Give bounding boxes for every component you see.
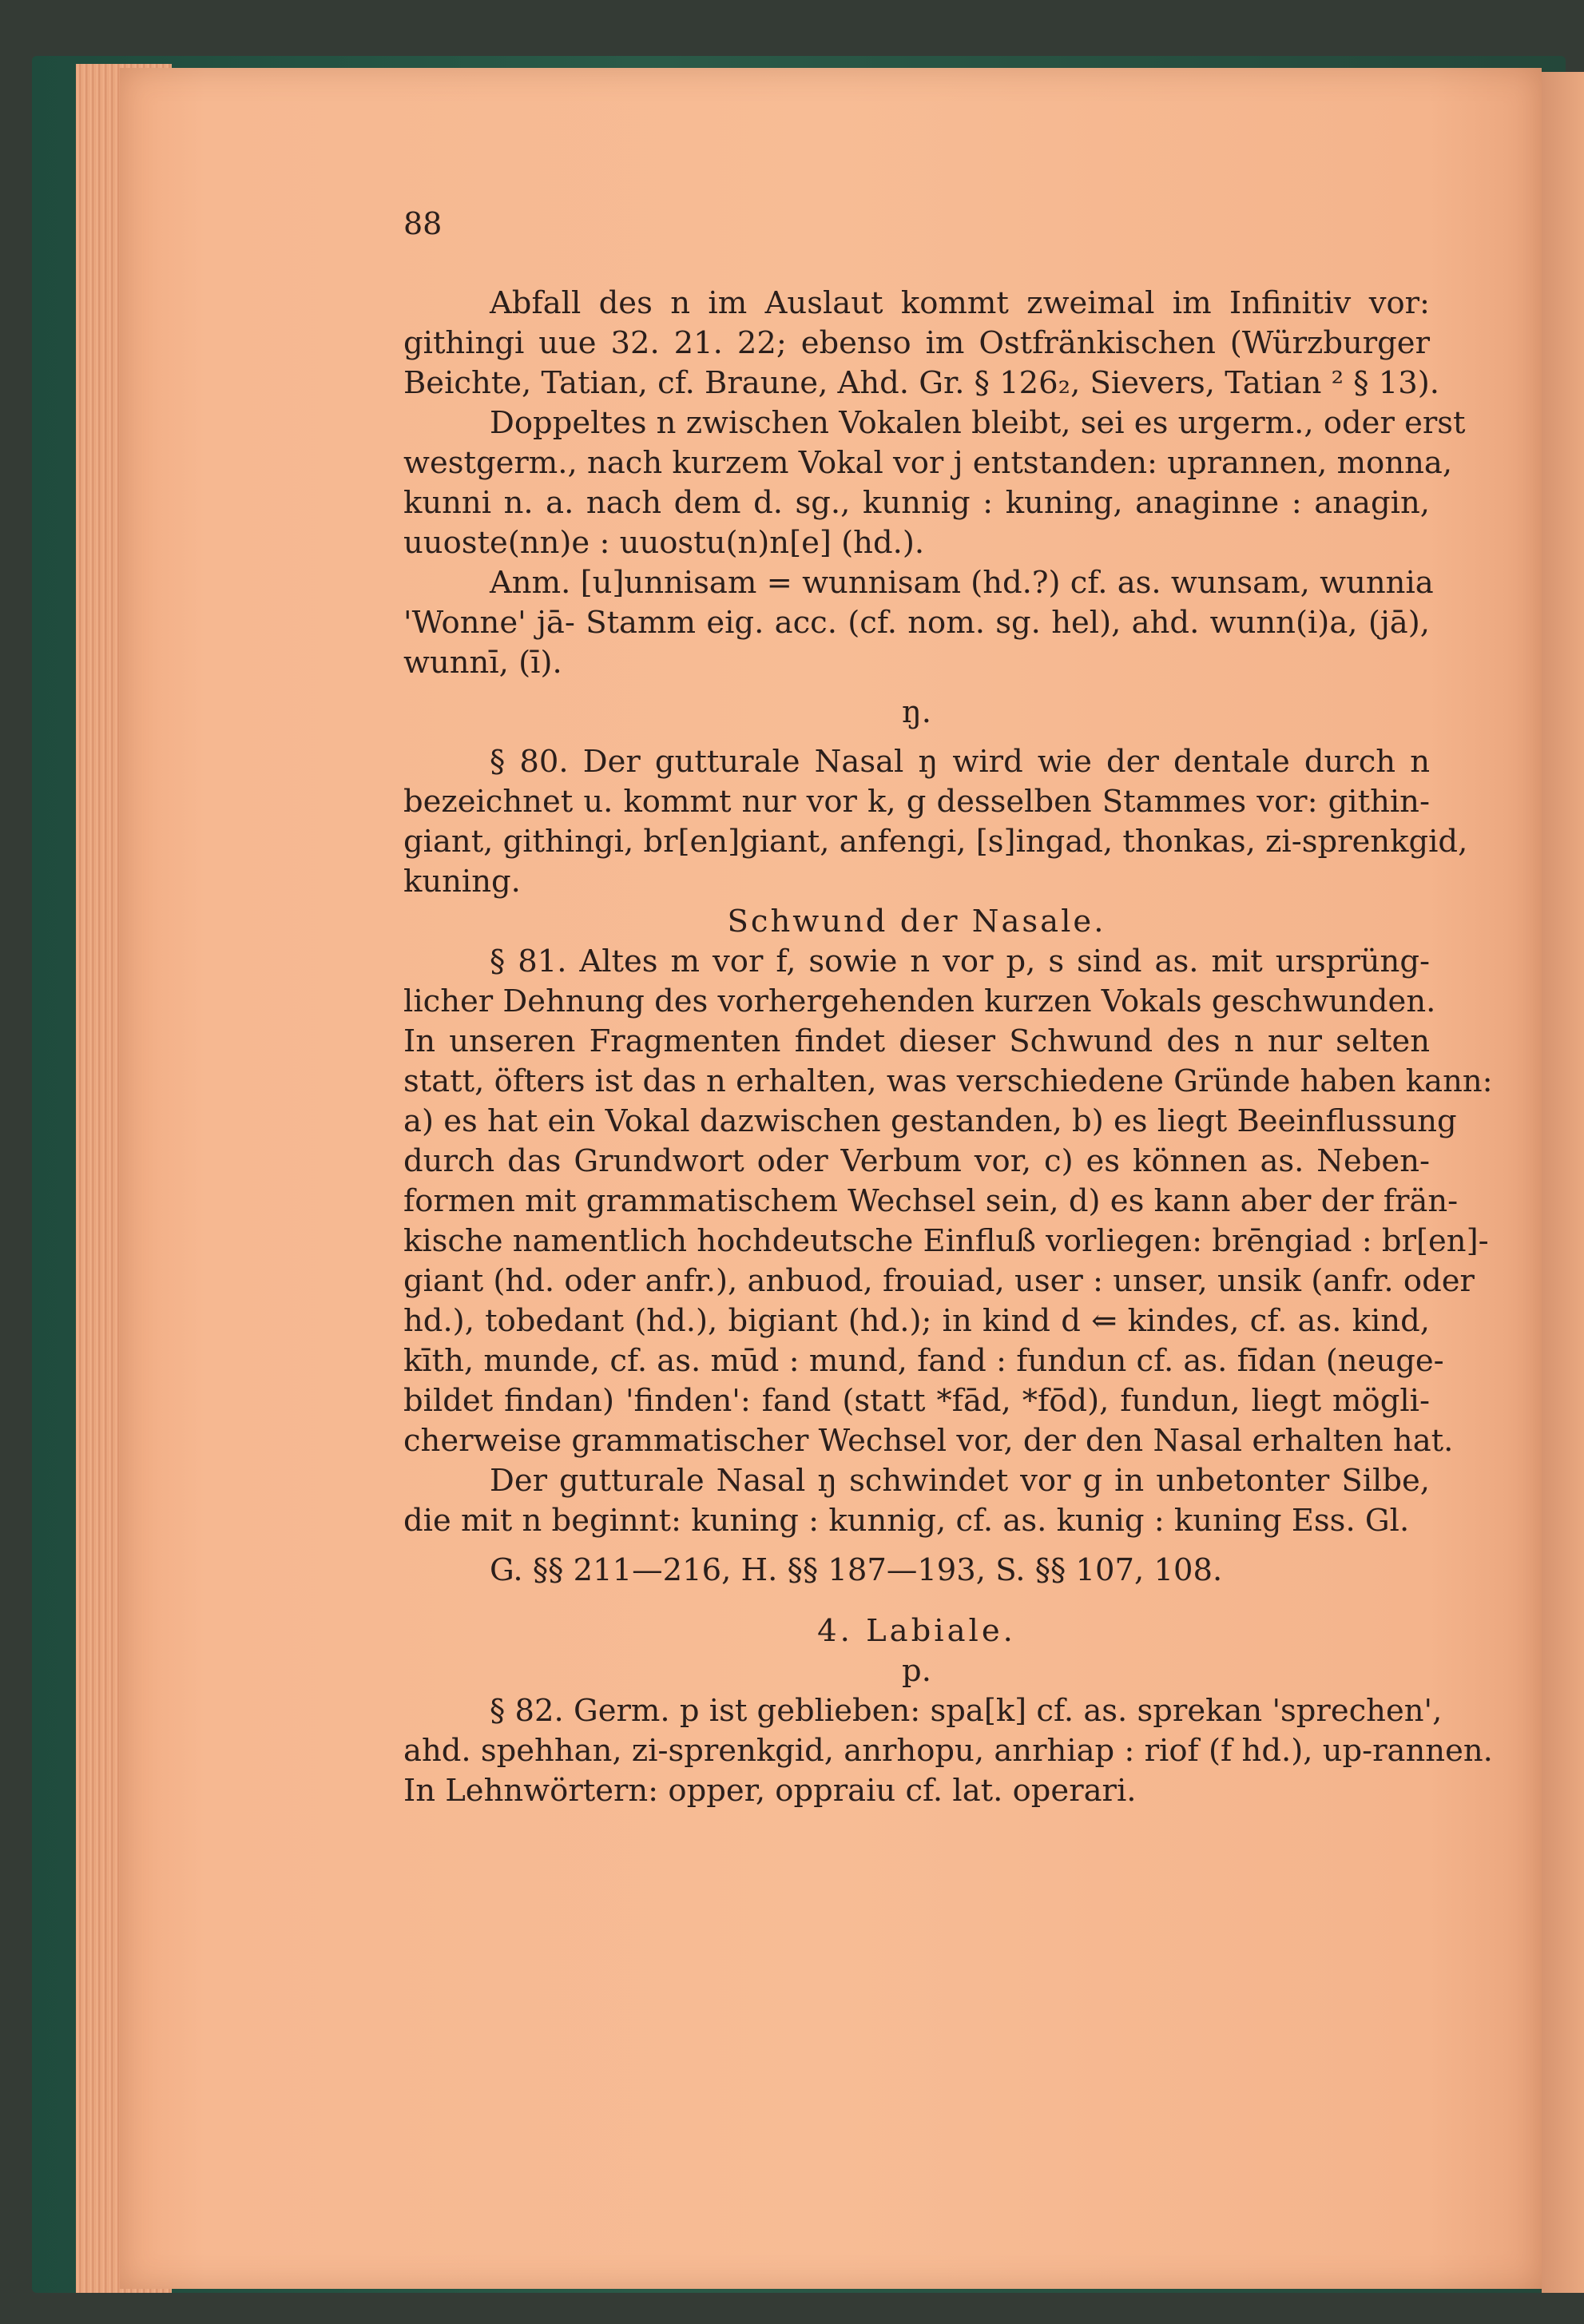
page-number: 88 <box>403 206 443 241</box>
section-heading-p: p. <box>902 1653 931 1689</box>
text-line: hd.), tobedant (hd.), bigiant (hd.); in kind d ⇐ kindes, cf. as. kind, <box>403 1303 1430 1339</box>
facing-page-edge <box>1542 72 1584 2293</box>
text-line: giant (hd. oder anfr.), anbuod, frouiad, user : unser, unsik (anfr. oder <box>403 1263 1475 1299</box>
reference-line: G. §§ 211—216, H. §§ 187—193, S. §§ 107, 108. <box>490 1552 1223 1588</box>
text-line: formen mit grammatischem Wechsel sein, d) es kann aber der frän- <box>403 1183 1459 1219</box>
text-line: Anm. [u]unnisam = wunnisam (hd.?) cf. as. wunsam, wunnia <box>490 565 1434 601</box>
text-line: Doppeltes n zwischen Vokalen bleibt, sei es urgerm., oder erst <box>490 405 1466 441</box>
text-line: § 82. Germ. p ist geblieben: spa[k] cf. as. sprekan 'sprechen', <box>490 1693 1443 1729</box>
text-line: § 81. Altes m vor f, sowie n vor p, s sind as. mit ursprüng- <box>490 944 1430 979</box>
text-line: die mit n beginnt: kuning : kunnig, cf. as. kunig : kuning Ess. Gl. <box>403 1503 1410 1539</box>
section-heading-ng: ŋ. <box>901 694 932 730</box>
text-line: licher Dehnung des vorhergehenden kurzen Vokals geschwunden. <box>403 983 1436 1019</box>
text-line: statt, öfters ist das n erhalten, was verschiedene Gründe haben kann: <box>403 1063 1493 1099</box>
text-line: Beichte, Tatian, cf. Braune, Ahd. Gr. § 126₂, Sievers, Tatian ² § 13). <box>403 365 1440 401</box>
text-line: westgerm., nach kurzem Vokal vor j entstanden: uprannen, monna, <box>403 445 1453 481</box>
text-line: ahd. spehhan, zi-sprenkgid, anrhopu, anrhiap : riof (f hd.), up-rannen. <box>403 1733 1493 1769</box>
section-heading-nasale: Schwund der Nasale. <box>727 904 1106 940</box>
section-heading-labiale: 4. Labiale. <box>817 1613 1016 1649</box>
text-line: In unseren Fragmenten findet dieser Schwund des n nur selten <box>403 1023 1430 1059</box>
text-line: a) es hat ein Vokal dazwischen gestanden, b) es liegt Beeinflussung <box>403 1103 1457 1139</box>
text-line: 'Wonne' jā- Stamm eig. acc. (cf. nom. sg. hel), ahd. wunn(i)a, (jā), <box>403 605 1430 641</box>
text-line: wunnī, (ī). <box>403 645 562 681</box>
text-line: durch das Grundwort oder Verbum vor, c) es können as. Neben- <box>403 1143 1430 1179</box>
text-line: bildet findan) 'finden': fand (statt *fād, *fōd), fundun, liegt mögli- <box>403 1383 1430 1419</box>
text-line: § 80. Der gutturale Nasal ŋ wird wie der dentale durch n <box>490 744 1430 780</box>
text-line: giant, githingi, br[en]giant, anfengi, [s]ingad, thonkas, zi-sprenkgid, <box>403 824 1468 860</box>
text-line: In Lehnwörtern: opper, oppraiu cf. lat. operari. <box>403 1773 1137 1809</box>
text-line: kunni n. a. nach dem d. sg., kunnig : kuning, anaginne : anagin, <box>403 485 1430 521</box>
page-text <box>403 284 1493 1811</box>
text-line: kische namentlich hochdeutsche Einfluß vorliegen: brēngiad : br[en]- <box>403 1223 1489 1259</box>
text-line: bezeichnet u. kommt nur vor k, g desselben Stammes vor: githin- <box>403 784 1430 820</box>
text-line: Der gutturale Nasal ŋ schwindet vor g in unbetonter Silbe, <box>490 1463 1430 1499</box>
text-line: githingi uue 32. 21. 22; ebenso im Ostfränkischen (Würzburger <box>403 325 1430 361</box>
text-line: kīth, munde, cf. as. mūd : mund, fand : fundun cf. as. fīdan (neuge- <box>403 1343 1444 1379</box>
text-line: uuoste(nn)e : uuostu(n)n[e] (hd.). <box>403 525 925 561</box>
text-line: kuning. <box>403 864 521 900</box>
text-line: cherweise grammatischer Wechsel vor, der den Nasal erhalten hat. <box>403 1423 1454 1459</box>
text-line: Abfall des n im Auslaut kommt zweimal im Infinitiv vor: <box>490 285 1430 321</box>
